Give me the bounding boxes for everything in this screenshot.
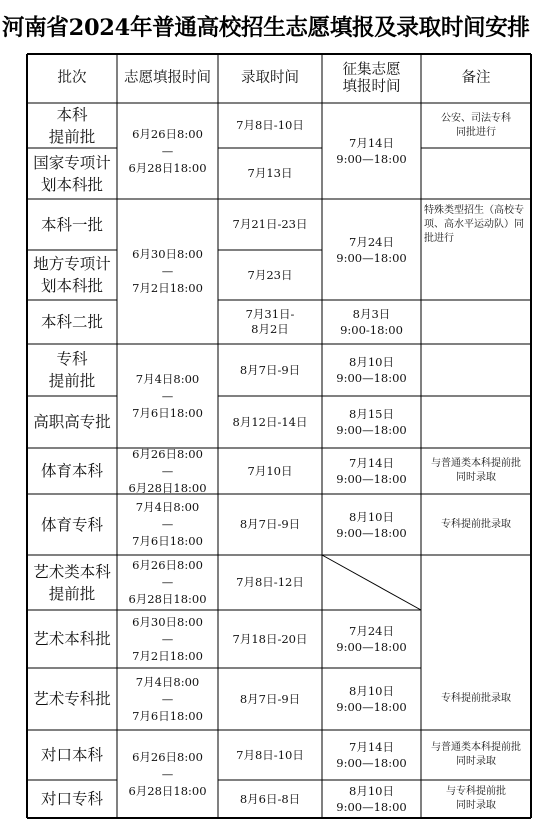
solicit-time-line: 9:00—18:00	[336, 371, 407, 385]
admit-time-text: 7月8日-12日	[236, 575, 304, 589]
batch-yishu-zhuanke	[27, 668, 117, 730]
fill-time-line: 6月30日8:00	[132, 614, 203, 629]
batch-line: 提前批	[48, 372, 96, 390]
note-line: 同时录取	[456, 800, 496, 811]
batch-yishu-benke-text: 艺术本科批	[33, 630, 111, 648]
note-line: 批进行	[424, 232, 454, 244]
admit-time-text: 8月7日-9日	[239, 691, 301, 706]
header-batch	[27, 54, 117, 103]
solicit-time-line: 7月24日	[349, 234, 394, 249]
header-note	[421, 54, 531, 103]
admit-time	[218, 396, 322, 448]
solicit-time	[322, 730, 421, 780]
batch-difang-zhuanxiang	[27, 250, 117, 300]
fill-time	[117, 199, 218, 344]
note-line: 同时录取	[456, 756, 496, 767]
solicit-time-line: 9:00—18:00	[336, 525, 407, 540]
note	[421, 668, 531, 730]
batch-line: 提前批	[48, 127, 96, 146]
batch-tiyu-zhuanke	[27, 494, 117, 555]
solicit-time	[322, 448, 421, 494]
fill-time-line: 6月26日8:00	[132, 448, 203, 461]
batch-guojia-zhuanxiang	[27, 148, 117, 199]
solicit-time	[322, 396, 421, 448]
batch-yishu-benke-tiqian	[27, 555, 117, 610]
batch-duikou-benke	[27, 730, 117, 780]
admit-time-text: 7月13日	[247, 166, 293, 180]
batch-line: 提前批	[48, 584, 96, 603]
fill-time-line: 6月30日8:00	[132, 247, 203, 261]
fill-time-line: —	[161, 388, 174, 403]
solicit-time-line: 9:00—18:00	[336, 472, 407, 486]
admit-time-text: 8月7日-9日	[239, 517, 301, 531]
fill-time-line: 6月28日18:00	[128, 160, 207, 175]
admit-time	[218, 250, 322, 300]
solicit-time	[322, 103, 421, 199]
solicit-time-line: 8月15日	[349, 407, 394, 421]
admit-time-text: 7月8日-10日	[236, 118, 304, 132]
page-title: 河南省2024年普通高校招生志愿填报及录取时间安排	[2, 15, 530, 41]
batch-line: 国家专项计	[33, 153, 111, 172]
fill-time-line: 6月26日8:00	[132, 749, 203, 764]
fill-time	[117, 555, 218, 610]
solicit-time	[322, 494, 421, 555]
batch-benke-er	[27, 300, 117, 344]
batch-duikou-zhuanke-text: 对口专科	[40, 790, 103, 808]
note-text: 专科提前批录取	[441, 518, 511, 530]
solicit-time-line: 9:00-18:00	[340, 323, 403, 337]
admit-time-text: 7月23日	[247, 267, 293, 282]
fill-time	[117, 103, 218, 199]
admit-time	[218, 555, 322, 610]
fill-time-line: 6月26日8:00	[132, 558, 203, 572]
admit-time	[218, 148, 322, 199]
batch-line: 本科	[56, 105, 88, 124]
fill-time-line: 7月4日8:00	[135, 674, 200, 689]
batch-yishu-benke	[27, 610, 117, 668]
solicit-time-line: 9:00—18:00	[336, 700, 407, 714]
admit-time-text: 8月12日-14日	[232, 414, 308, 429]
header-admit-time-text: 录取时间	[241, 70, 299, 86]
note-line: 特殊类型招生（高校专	[424, 204, 524, 216]
admit-time	[218, 300, 322, 344]
fill-time	[117, 448, 218, 494]
batch-benke-yi-text: 本科一批	[40, 215, 103, 234]
fill-time-line: —	[161, 264, 174, 278]
solicit-time-line: 9:00—18:00	[336, 423, 407, 437]
fill-time-line: —	[161, 463, 174, 478]
solicit-time-line: 7月24日	[349, 624, 394, 638]
fill-time-line: —	[161, 575, 174, 589]
fill-time	[117, 668, 218, 730]
solicit-time-line: 9:00—18:00	[336, 756, 407, 770]
fill-time	[117, 494, 218, 555]
note-line: 公安、司法专科	[441, 112, 511, 124]
batch-tiyu-zhuanke-text: 体育专科	[40, 515, 103, 534]
solicit-time-line: 8月10日	[349, 784, 394, 798]
admit-time	[218, 344, 322, 396]
header-fill-time	[117, 54, 218, 103]
solicit-time-line: 9:00—18:00	[336, 250, 407, 265]
admit-time	[218, 610, 322, 668]
admit-time-text: 7月21日-23日	[232, 217, 308, 231]
fill-time	[117, 730, 218, 818]
solicit-time	[322, 610, 421, 668]
solicit-time-line: 9:00—18:00	[336, 640, 407, 654]
admit-time	[218, 103, 322, 148]
fill-time-line: 7月4日8:00	[135, 500, 200, 514]
admit-time	[218, 199, 322, 250]
fill-time-line: —	[161, 691, 174, 706]
admit-time-text: 8月6日-8日	[239, 791, 301, 806]
header-batch-text: 批次	[57, 70, 87, 86]
note-line: 与普通类本科提前批	[431, 458, 521, 469]
batch-line: 划本科批	[40, 277, 103, 295]
fill-time-line: —	[161, 766, 174, 781]
admit-time	[218, 730, 322, 780]
fill-time-line: 6月28日18:00	[128, 592, 207, 606]
header-line: 征集志愿	[342, 61, 401, 78]
batch-yishu-zhuanke-text: 艺术专科批	[33, 690, 111, 708]
note	[421, 448, 531, 494]
header-line: 填报时间	[342, 78, 401, 95]
header-fill-time-text: 志愿填报时间	[124, 70, 211, 86]
admit-time-line: 7月31日-	[245, 307, 295, 321]
batch-zhuanke-tiqian	[27, 344, 117, 396]
note	[421, 494, 531, 555]
batch-line: 专科	[56, 350, 88, 368]
fill-time-line: —	[161, 517, 174, 531]
note	[421, 199, 531, 250]
note-line: 与专科提前批	[446, 786, 506, 797]
fill-time	[117, 344, 218, 448]
fill-time-line: —	[161, 143, 174, 158]
admit-time	[218, 668, 322, 730]
note-line: 同时录取	[456, 472, 496, 483]
admit-time-text: 8月7日-9日	[239, 362, 301, 377]
solicit-time	[322, 300, 421, 344]
batch-gaozhi-gaozhuan	[27, 396, 117, 448]
admit-time-text: 7月10日	[247, 463, 293, 478]
note	[421, 780, 531, 818]
admit-time-text: 7月18日-20日	[232, 631, 308, 646]
batch-benke-yi	[27, 199, 117, 250]
fill-time-line: 6月28日18:00	[128, 480, 207, 494]
fill-time	[117, 610, 218, 668]
batch-tiyu-benke	[27, 448, 117, 494]
admit-time	[218, 780, 322, 818]
fill-time-line: 6月28日18:00	[128, 783, 207, 798]
solicit-time-line: 7月14日	[349, 136, 394, 150]
header-note-text: 备注	[461, 70, 491, 86]
solicit-time-line: 8月3日	[352, 307, 391, 321]
fill-time-line: —	[161, 631, 174, 646]
admit-time	[218, 448, 322, 494]
solicit-time-line: 7月14日	[349, 740, 394, 754]
fill-time-line: 7月6日18:00	[132, 405, 203, 420]
batch-duikou-benke-text: 对口本科	[40, 746, 103, 764]
solicit-time-line: 7月14日	[349, 456, 394, 470]
solicit-time	[322, 199, 421, 300]
batch-benke-er-text: 本科二批	[40, 313, 103, 331]
fill-time-line: 7月2日18:00	[132, 281, 203, 295]
batch-tiyu-benke-text: 体育本科	[40, 462, 103, 480]
fill-time-line: 7月4日8:00	[135, 371, 200, 386]
solicit-time-line: 8月10日	[349, 355, 394, 369]
batch-line: 划本科批	[40, 175, 103, 194]
solicit-time	[322, 344, 421, 396]
batch-line: 艺术类本科	[33, 562, 111, 581]
solicit-time-line: 9:00—18:00	[336, 152, 407, 166]
batch-benke-tiqian	[27, 103, 117, 148]
admit-time-line: 8月2日	[251, 322, 289, 336]
fill-time-line: 7月6日18:00	[132, 534, 203, 548]
solicit-time	[322, 780, 421, 818]
batch-line: 地方专项计	[33, 255, 111, 273]
batch-gaozhi-gaozhuan-text: 高职高专批	[33, 413, 111, 431]
solicit-time	[322, 668, 421, 730]
note-line: 与普通类本科提前批	[431, 742, 521, 753]
header-admit-time	[218, 54, 322, 103]
admit-time	[218, 494, 322, 555]
header-solicit-time	[322, 54, 421, 103]
fill-time-line: 6月26日8:00	[132, 126, 203, 141]
solicit-time-line: 8月10日	[349, 684, 394, 698]
batch-duikou-zhuanke	[27, 780, 117, 818]
grid-line	[322, 555, 421, 610]
note-text: 专科提前批录取	[441, 693, 511, 704]
solicit-time-line: 9:00—18:00	[336, 800, 407, 814]
note	[421, 730, 531, 780]
fill-time-line: 7月2日18:00	[132, 648, 203, 663]
note-line: 项、高水平运动队）同	[424, 218, 524, 230]
admit-time-text: 7月8日-10日	[236, 747, 304, 762]
note	[421, 103, 531, 148]
fill-time-line: 7月6日18:00	[132, 708, 203, 723]
note-line: 同批进行	[456, 126, 496, 138]
solicit-time-line: 8月10日	[349, 509, 394, 524]
